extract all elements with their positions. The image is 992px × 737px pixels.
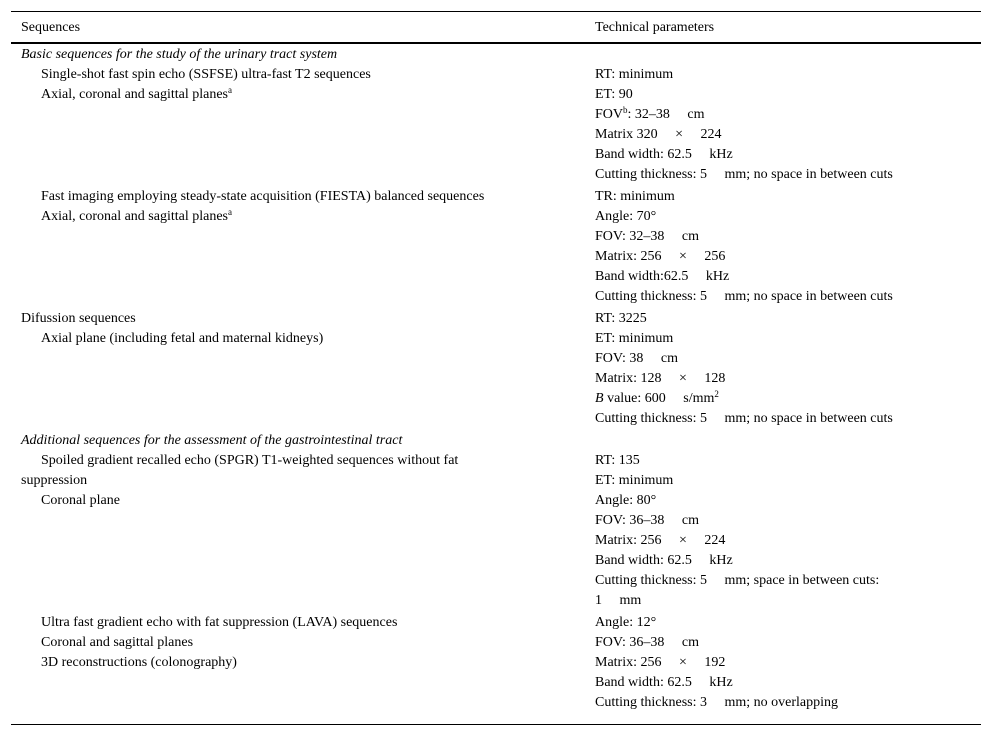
table-row — [0, 531, 992, 551]
parameter-text: FOV: 38 cm — [595, 351, 678, 366]
parameter-text: Cutting thickness: 5 mm; no space in between cuts — [595, 289, 893, 304]
parameter-cell — [595, 471, 673, 491]
parameter-cell — [595, 287, 893, 307]
footnote-marker: a — [228, 85, 232, 95]
parameter-cell — [595, 571, 879, 591]
sequence-text: Ultra fast gradient echo with fat suppression (LAVA) sequences — [41, 615, 398, 630]
sequence-text: suppression — [21, 473, 88, 488]
table-row — [0, 491, 992, 511]
sequence-text: Coronal and sagittal planes — [41, 635, 194, 650]
table-row — [0, 287, 992, 307]
table-row — [0, 329, 992, 349]
sequence-text: Axial, coronal and sagittal planes — [41, 87, 228, 102]
parameter-cell — [595, 267, 729, 287]
parameter-cell — [595, 511, 699, 531]
parameter-cell — [595, 187, 675, 207]
parameter-cell — [595, 389, 719, 409]
sequence-text: Axial, coronal and sagittal planes — [41, 209, 228, 224]
parameter-text: ET: minimum — [595, 331, 674, 346]
parameter-text: Band width: 62.5 kHz — [595, 147, 733, 162]
parameter-text: Matrix: 256 × 256 — [595, 249, 726, 264]
parameter-text: 1 mm — [595, 593, 642, 608]
parameter-text: Angle: 70° — [595, 209, 657, 224]
table-row — [0, 591, 992, 611]
sequence-cell — [41, 85, 232, 105]
parameter-text: Band width: 62.5 kHz — [595, 553, 733, 568]
table-row — [0, 633, 992, 653]
table-row — [0, 349, 992, 369]
parameter-text: RT: 3225 — [595, 311, 647, 326]
sequence-cell — [41, 451, 458, 471]
table-row — [0, 65, 992, 85]
parameter-text: RT: minimum — [595, 67, 674, 82]
table-row — [0, 369, 992, 389]
parameter-text: Matrix: 256 × 192 — [595, 655, 726, 670]
parameter-cell — [595, 309, 647, 329]
sequence-cell — [41, 329, 323, 349]
sequence-text: Difussion sequences — [21, 311, 136, 326]
sequence-text: Basic sequences for the study of the urinary tract system — [21, 47, 338, 62]
parameter-text: FOV: 36–38 cm — [595, 513, 699, 528]
table-row — [0, 693, 992, 713]
parameter-cell — [595, 633, 699, 653]
parameter-text: FOV: 32–38 cm — [595, 229, 699, 244]
parameter-text: TR: minimum — [595, 189, 675, 204]
table-row — [0, 471, 992, 491]
table-row — [0, 653, 992, 673]
table-row — [0, 85, 992, 105]
table-row — [0, 673, 992, 693]
table-row — [0, 551, 992, 571]
parameter-cell — [595, 329, 673, 349]
sequence-text: Coronal plane — [41, 493, 120, 508]
parameter-cell — [595, 451, 640, 471]
parameter-cell — [595, 693, 838, 713]
parameter-cell — [595, 653, 725, 673]
parameter-text: Band width: 62.5 kHz — [595, 675, 733, 690]
parameter-text: Cutting thickness: 5 mm; no space in between cuts — [595, 167, 893, 182]
parameter-cell — [595, 85, 633, 105]
sequence-cell — [41, 613, 397, 633]
parameter-cell — [595, 145, 733, 165]
parameter-text: ET: minimum — [595, 473, 674, 488]
parameter-cell — [595, 349, 678, 369]
parameter-prefix: FOV — [595, 107, 624, 122]
parameter-cell — [595, 165, 893, 185]
parameter-text: Cutting thickness: 5 mm; space in between cuts: — [595, 573, 880, 588]
parameter-text: FOV: 36–38 cm — [595, 635, 699, 650]
table-row — [0, 125, 992, 145]
footnote-marker: b — [623, 105, 628, 115]
table-row — [0, 207, 992, 227]
sequence-text: Fast imaging employing steady-state acquisition (FIESTA) balanced sequences — [41, 189, 485, 204]
table-row — [0, 571, 992, 591]
sequence-text: 3D reconstructions (colonography) — [41, 655, 237, 670]
parameter-cell — [595, 551, 733, 571]
header-sequences: Sequences — [21, 20, 81, 35]
parameter-cell — [595, 369, 725, 389]
parameter-text: Matrix 320 × 224 — [595, 127, 722, 142]
parameter-cell — [595, 65, 673, 85]
parameter-cell — [595, 125, 722, 145]
sequence-text: Axial plane (including fetal and maternal kidneys) — [41, 331, 324, 346]
parameter-text: Matrix: 256 × 224 — [595, 533, 726, 548]
parameter-cell — [595, 613, 656, 633]
sequence-cell — [21, 471, 87, 491]
sequence-text: Single-shot fast spin echo (SSFSE) ultra-fast T2 sequences — [41, 67, 371, 82]
parameter-cell — [595, 207, 656, 227]
table-row — [0, 389, 992, 409]
parameter-text: : 32–38 cm — [627, 107, 705, 122]
table-row — [0, 227, 992, 247]
parameter-text: Matrix: 128 × 128 — [595, 371, 726, 386]
table-row — [0, 267, 992, 287]
parameter-text: Cutting thickness: 5 mm; no space in between cuts — [595, 411, 893, 426]
table-row — [0, 613, 992, 633]
table-row — [0, 309, 992, 329]
section-heading — [21, 431, 402, 451]
sequence-cell — [41, 65, 371, 85]
table-row — [0, 187, 992, 207]
section-heading — [21, 45, 337, 65]
parameter-cell — [595, 591, 641, 611]
parameter-cell — [595, 247, 725, 267]
sequence-cell — [41, 633, 193, 653]
parameter-text: value: 600 s/mm — [603, 391, 715, 406]
parameter-text: Angle: 80° — [595, 493, 657, 508]
parameter-text: ET: 90 — [595, 87, 633, 102]
sequence-cell — [41, 653, 237, 673]
superscript-exponent: 2 — [714, 389, 719, 399]
header-technical-parameters: Technical parameters — [595, 20, 715, 35]
parameter-text: Cutting thickness: 3 mm; no overlapping — [595, 695, 839, 710]
table-row — [0, 105, 992, 125]
table-row — [0, 165, 992, 185]
parameter-cell — [595, 491, 656, 511]
parameter-cell — [595, 227, 699, 247]
table-row — [0, 511, 992, 531]
table-row — [0, 247, 992, 267]
sequence-cell — [21, 309, 136, 329]
table-bottom-rule — [11, 724, 981, 725]
sequence-cell — [41, 207, 232, 227]
parameter-cell — [595, 409, 893, 429]
parameter-prefix: B — [595, 391, 604, 406]
parameter-text: Band width:62.5 kHz — [595, 269, 730, 284]
parameter-cell — [595, 105, 705, 125]
parameter-cell — [595, 531, 725, 551]
footnote-marker: a — [228, 207, 232, 217]
sequence-cell — [41, 491, 120, 511]
parameter-text: Angle: 12° — [595, 615, 657, 630]
table-header-rule — [11, 42, 981, 44]
parameter-text: RT: 135 — [595, 453, 640, 468]
table-row — [0, 145, 992, 165]
section-heading-row — [0, 431, 992, 451]
sequence-cell — [41, 187, 484, 207]
section-heading-row — [0, 45, 992, 65]
table-row — [0, 451, 992, 471]
sequence-text: Additional sequences for the assessment of the gastrointestinal tract — [21, 433, 403, 448]
table-row — [0, 409, 992, 429]
table-top-rule — [11, 11, 981, 12]
parameter-cell — [595, 673, 733, 693]
sequence-text: Spoiled gradient recalled echo (SPGR) T1-weighted sequences without fat — [41, 453, 459, 468]
